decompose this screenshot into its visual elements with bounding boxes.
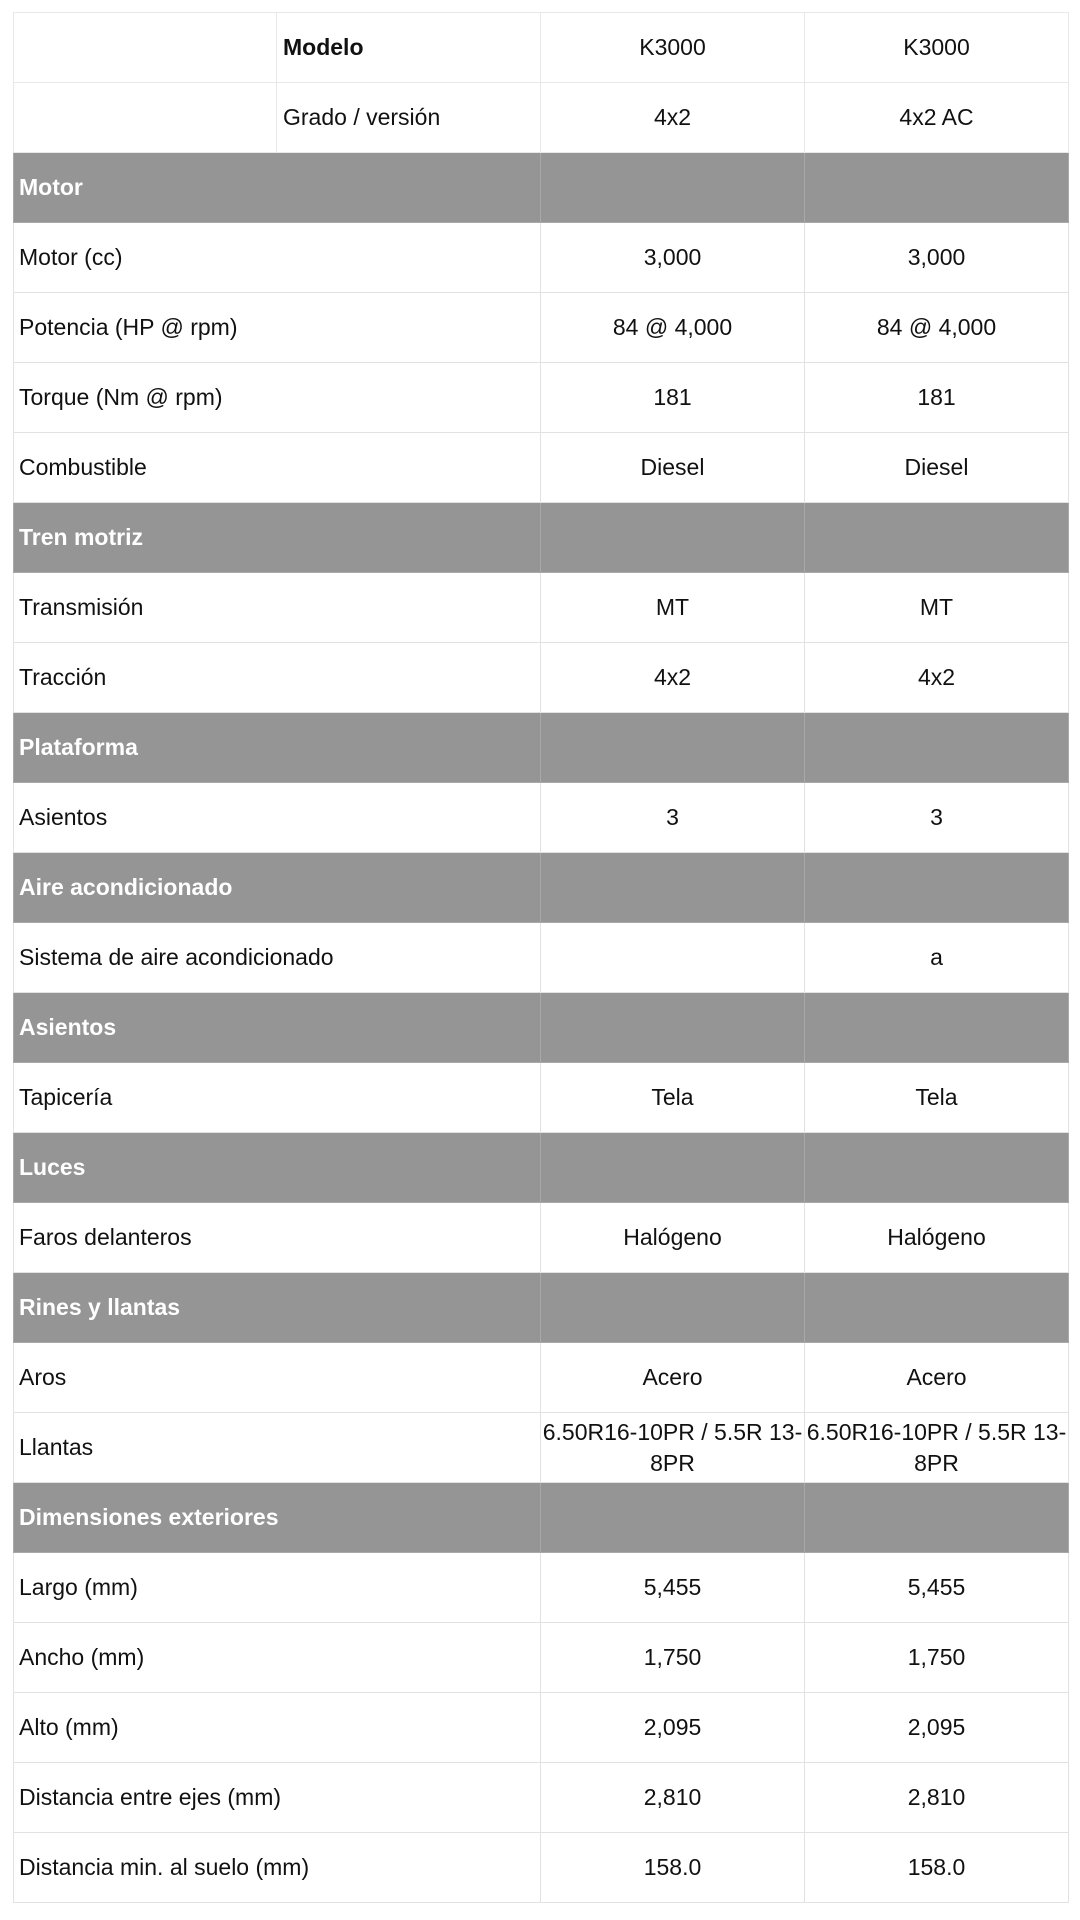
spec-label: Distancia min. al suelo (mm) bbox=[14, 1833, 541, 1903]
spec-row bbox=[14, 1203, 1069, 1273]
spec-value: Tela bbox=[805, 1063, 1069, 1133]
spec-row bbox=[14, 1343, 1069, 1413]
spec-label: Transmisión bbox=[14, 573, 541, 643]
spec-value: 5,455 bbox=[541, 1553, 805, 1623]
section-blank-cell bbox=[541, 503, 805, 573]
section-title: Aire acondicionado bbox=[14, 853, 541, 923]
section-header bbox=[14, 1273, 1069, 1343]
spec-value: 2,810 bbox=[541, 1763, 805, 1833]
spec-value: Diesel bbox=[541, 433, 805, 503]
spec-row bbox=[14, 293, 1069, 363]
spec-row bbox=[14, 1623, 1069, 1693]
section-blank-cell bbox=[541, 713, 805, 783]
spec-value: 4x2 bbox=[805, 643, 1069, 713]
spec-row bbox=[14, 1693, 1069, 1763]
spec-row bbox=[14, 923, 1069, 993]
spec-row bbox=[14, 1063, 1069, 1133]
spec-label: Ancho (mm) bbox=[14, 1623, 541, 1693]
spec-label: Sistema de aire acondicionado bbox=[14, 923, 541, 993]
model-value-2: K3000 bbox=[805, 13, 1069, 83]
section-blank-cell bbox=[805, 713, 1069, 783]
section-blank-cell bbox=[805, 993, 1069, 1063]
section-title: Luces bbox=[14, 1133, 541, 1203]
spec-label: Alto (mm) bbox=[14, 1693, 541, 1763]
spec-label: Asientos bbox=[14, 783, 541, 853]
spec-label: Tracción bbox=[14, 643, 541, 713]
section-title: Plataforma bbox=[14, 713, 541, 783]
spec-value: 6.50R16-10PR / 5.5R 13-8PR bbox=[805, 1413, 1069, 1483]
spec-value: 158.0 bbox=[805, 1833, 1069, 1903]
spec-value: Acero bbox=[541, 1343, 805, 1413]
spec-value: Acero bbox=[805, 1343, 1069, 1413]
spec-value: 3,000 bbox=[805, 223, 1069, 293]
spec-table bbox=[13, 12, 1069, 1903]
spec-value: a bbox=[805, 923, 1069, 993]
section-blank-cell bbox=[541, 1273, 805, 1343]
spec-value: 3 bbox=[805, 783, 1069, 853]
spec-label: Llantas bbox=[14, 1413, 541, 1483]
section-header bbox=[14, 1483, 1069, 1553]
section-title: Tren motriz bbox=[14, 503, 541, 573]
spec-label: Faros delanteros bbox=[14, 1203, 541, 1273]
section-blank-cell bbox=[541, 993, 805, 1063]
section-header bbox=[14, 713, 1069, 783]
section-header bbox=[14, 1133, 1069, 1203]
section-title: Asientos bbox=[14, 993, 541, 1063]
spec-value: 2,810 bbox=[805, 1763, 1069, 1833]
spec-value: 2,095 bbox=[541, 1693, 805, 1763]
spec-row bbox=[14, 433, 1069, 503]
model-label: Modelo bbox=[277, 13, 541, 83]
spec-table-body bbox=[14, 13, 1069, 1903]
spec-label: Potencia (HP @ rpm) bbox=[14, 293, 541, 363]
grade-label: Grado / versión bbox=[277, 83, 541, 153]
section-title: Motor bbox=[14, 153, 541, 223]
spec-value: Halógeno bbox=[541, 1203, 805, 1273]
spec-value: 84 @ 4,000 bbox=[541, 293, 805, 363]
section-blank-cell bbox=[541, 153, 805, 223]
spec-row bbox=[14, 1763, 1069, 1833]
spec-value: 5,455 bbox=[805, 1553, 1069, 1623]
model-row-blank bbox=[14, 13, 277, 83]
section-title: Rines y llantas bbox=[14, 1273, 541, 1343]
section-header bbox=[14, 993, 1069, 1063]
spec-label: Aros bbox=[14, 1343, 541, 1413]
spec-value: 1,750 bbox=[541, 1623, 805, 1693]
section-header bbox=[14, 853, 1069, 923]
spec-label: Combustible bbox=[14, 433, 541, 503]
spec-value: Diesel bbox=[805, 433, 1069, 503]
spec-label: Tapicería bbox=[14, 1063, 541, 1133]
spec-value: MT bbox=[541, 573, 805, 643]
spec-row bbox=[14, 223, 1069, 293]
spec-value bbox=[541, 923, 805, 993]
spec-row bbox=[14, 573, 1069, 643]
section-title: Dimensiones exteriores bbox=[14, 1483, 541, 1553]
section-blank-cell bbox=[541, 1133, 805, 1203]
spec-value: 4x2 bbox=[541, 643, 805, 713]
section-blank-cell bbox=[805, 853, 1069, 923]
spec-value: 3,000 bbox=[541, 223, 805, 293]
spec-value: MT bbox=[805, 573, 1069, 643]
spec-row bbox=[14, 1413, 1069, 1483]
spec-value: 84 @ 4,000 bbox=[805, 293, 1069, 363]
spec-value: 1,750 bbox=[805, 1623, 1069, 1693]
spec-label: Motor (cc) bbox=[14, 223, 541, 293]
spec-row bbox=[14, 1553, 1069, 1623]
spec-value: 3 bbox=[541, 783, 805, 853]
spec-row bbox=[14, 643, 1069, 713]
section-header bbox=[14, 153, 1069, 223]
grade-value-2: 4x2 AC bbox=[805, 83, 1069, 153]
spec-value: Halógeno bbox=[805, 1203, 1069, 1273]
section-blank-cell bbox=[805, 1483, 1069, 1553]
section-blank-cell bbox=[805, 1273, 1069, 1343]
section-blank-cell bbox=[541, 1483, 805, 1553]
model-value-1: K3000 bbox=[541, 13, 805, 83]
section-header bbox=[14, 503, 1069, 573]
spec-value: 2,095 bbox=[805, 1693, 1069, 1763]
model-row bbox=[14, 13, 1069, 83]
spec-value: Tela bbox=[541, 1063, 805, 1133]
spec-value: 181 bbox=[805, 363, 1069, 433]
spec-label: Distancia entre ejes (mm) bbox=[14, 1763, 541, 1833]
section-blank-cell bbox=[805, 1133, 1069, 1203]
spec-value: 158.0 bbox=[541, 1833, 805, 1903]
spec-label: Torque (Nm @ rpm) bbox=[14, 363, 541, 433]
spec-label: Largo (mm) bbox=[14, 1553, 541, 1623]
spec-value: 6.50R16-10PR / 5.5R 13-8PR bbox=[541, 1413, 805, 1483]
grade-row-blank bbox=[14, 83, 277, 153]
spec-row bbox=[14, 783, 1069, 853]
spec-value: 181 bbox=[541, 363, 805, 433]
grade-value-1: 4x2 bbox=[541, 83, 805, 153]
spec-row bbox=[14, 1833, 1069, 1903]
grade-row bbox=[14, 83, 1069, 153]
section-blank-cell bbox=[805, 153, 1069, 223]
section-blank-cell bbox=[541, 853, 805, 923]
section-blank-cell bbox=[805, 503, 1069, 573]
spec-row bbox=[14, 363, 1069, 433]
